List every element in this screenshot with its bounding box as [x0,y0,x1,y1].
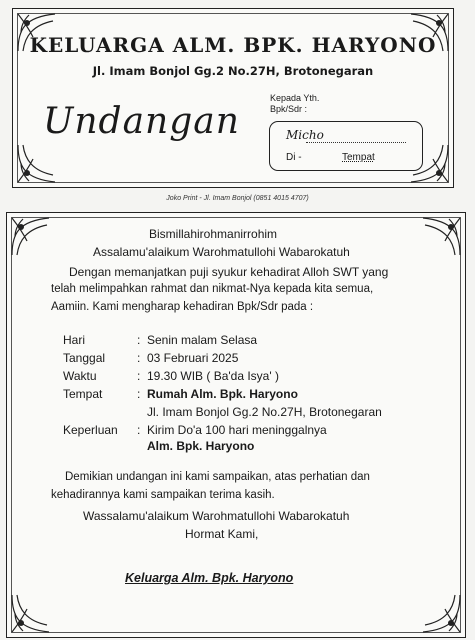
detail-colon: : [137,333,141,347]
detail-label-hari: Hari [63,333,86,347]
recipient-name: Micho [286,128,324,142]
family-address: Jl. Imam Bonjol Gg.2 No.27H, Brotonegaran [92,64,374,78]
envelope-card [12,8,454,188]
printer-footer: Joko Print - Jl. Imam Bonjol (0851 4015 4707) [166,195,309,202]
place-label: Tempat [342,152,375,163]
detail-label-tanggal: Tanggal [63,351,106,365]
closing-line-2: kehadirannya kami sampaikan terima kasih. [51,489,275,501]
detail-label-tempat: Tempat [63,387,103,401]
paragraph-line-3: Aamiin. Kami mengharap kehadiran Bpk/Sdr pada : [51,301,314,313]
corner-ornament-icon [15,139,61,185]
recipient-dotted-line [306,142,406,143]
detail-value-keperluan: Kirim Do'a 100 hari meninggalnya [147,423,327,437]
bismillah-text: Bismillahirohmanirrohim [149,227,278,241]
detail-label-keperluan: Keperluan [63,423,118,437]
hormat-text: Hormat Kami, [185,527,259,541]
di-label: Di - [286,152,302,163]
detail-value-waktu: 19.30 WIB ( Ba'da Isya' ) [147,369,279,383]
corner-ornament-icon [417,215,463,261]
detail-value-keperluan-name: Alm. Bpk. Haryono [147,439,255,453]
detail-value-tempat: Rumah Alm. Bpk. Haryono [147,387,298,401]
recipient-labels [270,93,319,115]
recipient-box [269,121,423,171]
paragraph-line-1: Dengan memanjatkan puji syukur kehadirat Alloh SWT yang [69,265,389,279]
undangan-heading: Undangan [43,101,240,142]
signature-text: Keluarga Alm. Bpk. Haryono [125,571,294,585]
detail-colon: : [137,423,141,437]
kepada-label: Kepada Yth. [270,93,320,103]
corner-ornament-icon [417,589,463,635]
detail-value-tempat-address: Jl. Imam Bonjol Gg.2 No.27H, Brotonegaran [147,405,382,419]
paragraph-line-2: telah melimpahkan rahmat dan nikmat-Nya kepada kita semua, [51,283,374,295]
corner-ornament-icon [9,589,55,635]
detail-colon: : [137,387,141,401]
detail-colon: : [137,351,141,365]
letter-card [6,212,466,638]
wassalam-text: Wassalamu'alaikum Warohmatullohi Wabarokatuh [83,509,350,523]
salam-text: Assalamu'alaikum Warohmatullohi Wabarokatuh [93,245,350,259]
corner-ornament-icon [9,215,55,261]
detail-colon: : [137,369,141,383]
detail-value-tanggal: 03 Februari 2025 [147,351,239,365]
family-title: KELUARGA ALM. BPK. HARYONO [29,33,437,57]
closing-line-1: Demikian undangan ini kami sampaikan, atas perhatian dan [65,471,370,483]
detail-value-hari: Senin malam Selasa [147,333,258,347]
detail-label-waktu: Waktu [63,369,97,383]
bpk-label: Bpk/Sdr : [270,104,308,114]
